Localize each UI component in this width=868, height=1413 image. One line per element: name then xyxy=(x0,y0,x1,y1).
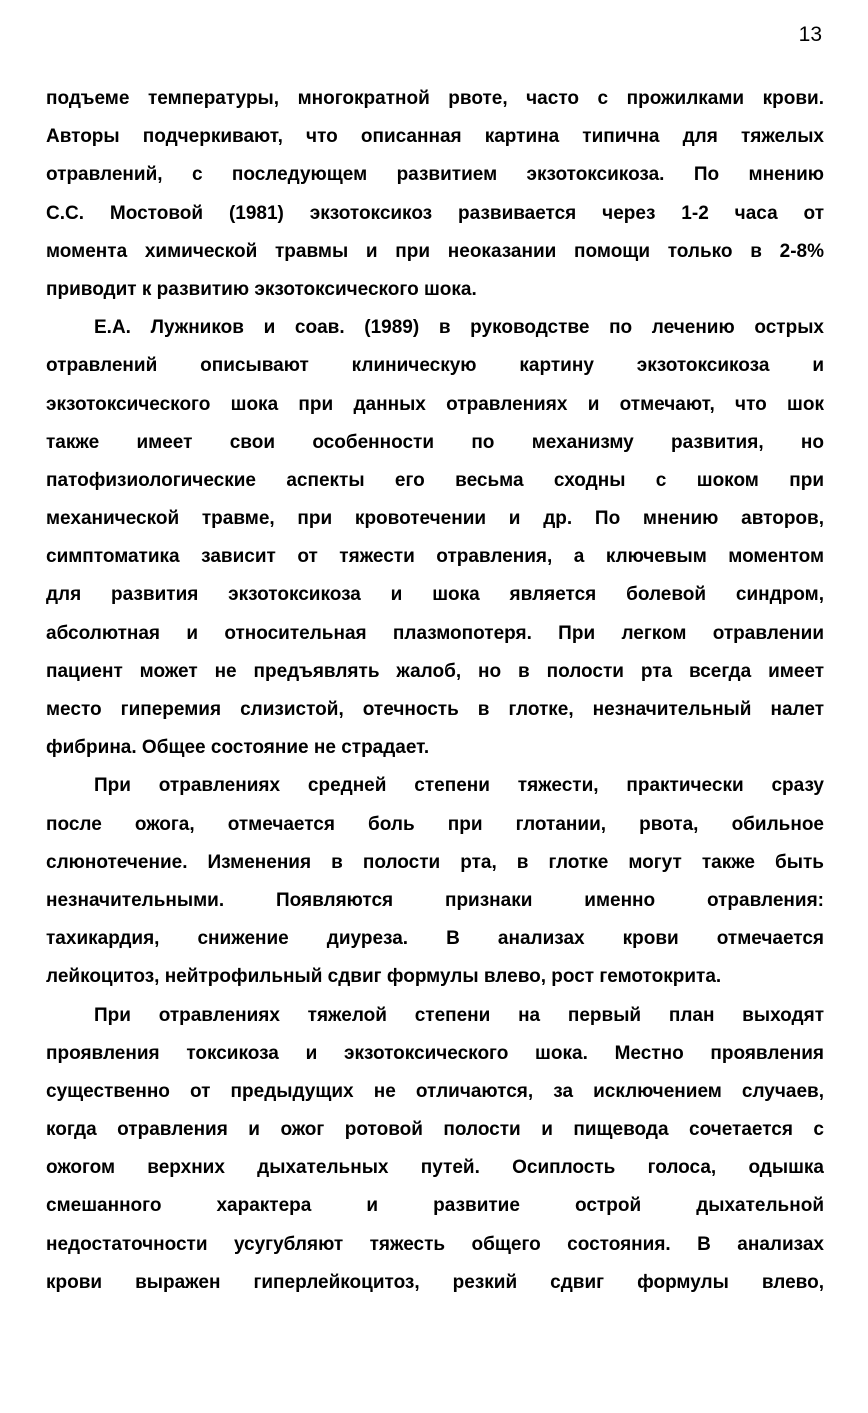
text-line: незначительными. Появляются признаки именно отравления: xyxy=(46,889,824,911)
text-line: приводит к развитию экзотоксического шока. xyxy=(46,278,477,300)
text-line: отравлений описывают клиническую картину экзотоксикоза и xyxy=(46,355,824,377)
text-line: недостаточности усугубляют тяжесть общего состояния. В анализах xyxy=(46,1233,824,1255)
text-line: Авторы подчеркивают, что описанная картина типична для тяжелых xyxy=(46,126,824,148)
text-line: слюнотечение. Изменения в полости рта, в глотке могут также быть xyxy=(46,851,824,873)
text-line: для развития экзотоксикоза и шока является болевой синдром, xyxy=(46,584,824,606)
text-line: после ожога, отмечается боль при глотании, рвота, обильное xyxy=(46,813,824,835)
text-line: патофизиологические аспекты его весьма сходны с шоком при xyxy=(46,469,824,491)
text-line: крови выражен гиперлейкоцитоз, резкий сдвиг формулы влево, xyxy=(46,1271,824,1293)
text-line: При отравлениях средней степени тяжести, практически сразу xyxy=(94,775,824,797)
text-line: смешанного характера и развитие острой дыхательной xyxy=(46,1195,824,1217)
text-line: проявления токсикоза и экзотоксического шока. Местно проявления xyxy=(46,1042,824,1064)
paragraph xyxy=(46,767,824,996)
text-line: момента химической травмы и при неоказании помощи только в 2-8% xyxy=(46,240,824,262)
text-line: С.С. Мостовой (1981) экзотоксикоз развивается через 1-2 часа от xyxy=(46,202,824,224)
text-line: механической травме, при кровотечении и др. По мнению авторов, xyxy=(46,508,824,530)
body-text xyxy=(46,80,824,1302)
text-line: когда отравления и ожог ротовой полости и пищевода сочетается с xyxy=(46,1119,824,1141)
text-line: также имеет свои особенности по механизму развития, но xyxy=(46,431,824,453)
text-line: пациент может не предъявлять жалоб, но в полости рта всегда имеет xyxy=(46,660,824,682)
paragraph xyxy=(46,997,824,1303)
text-line: экзотоксического шока при данных отравлениях и отмечают, что шок xyxy=(46,393,824,415)
text-line: абсолютная и относительная плазмопотеря. При легком отравлении xyxy=(46,622,824,644)
text-line: лейкоцитоз, нейтрофильный сдвиг формулы влево, рост гемотокрита. xyxy=(46,966,722,988)
text-line: фибрина. Общее состояние не страдает. xyxy=(46,737,430,759)
text-line: подъеме температуры, многократной рвоте, часто с прожилками крови. xyxy=(46,88,824,109)
text-line: место гиперемия слизистой, отечность в глотке, незначительный налет xyxy=(46,699,824,720)
text-line: симптоматика зависит от тяжести отравления, а ключевым моментом xyxy=(46,546,824,568)
text-line: ожогом верхних дыхательных путей. Осиплость голоса, одышка xyxy=(46,1157,824,1179)
text-line: Е.А. Лужников и соав. (1989) в руководстве по лечению острых xyxy=(94,317,824,339)
text-line: отравлений, с последующем развитием экзотоксикоза. По мнению xyxy=(46,164,824,186)
text-line: существенно от предыдущих не отличаются, за исключением случаев, xyxy=(46,1080,824,1102)
text-line: тахикардия, снижение диуреза. В анализах крови отмечается xyxy=(46,928,824,950)
paragraph xyxy=(46,309,824,767)
text-line: При отравлениях тяжелой степени на первый план выходят xyxy=(94,1004,824,1026)
page-number: 13 xyxy=(798,23,822,46)
paragraph xyxy=(46,80,824,309)
